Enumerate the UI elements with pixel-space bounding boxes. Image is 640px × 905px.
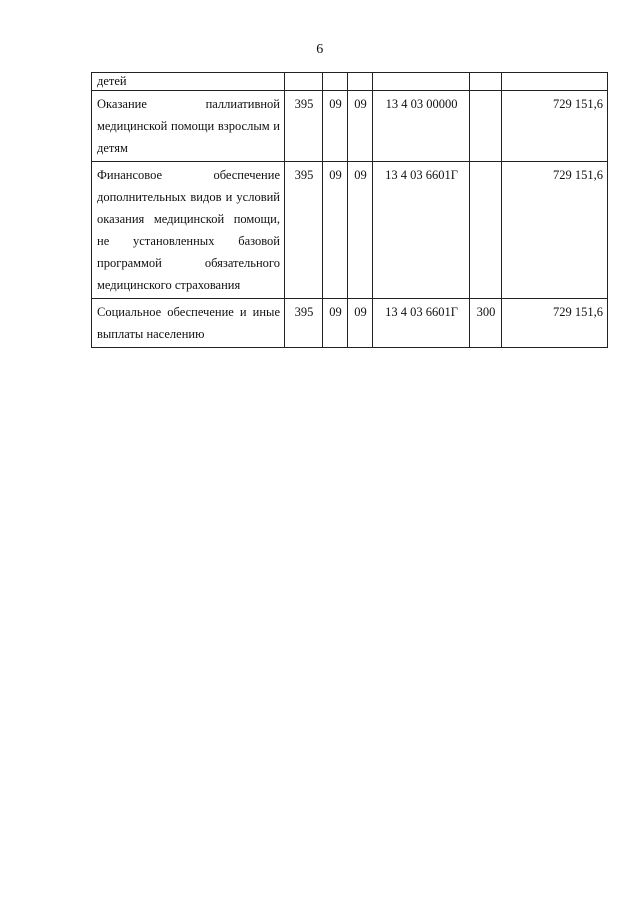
target-code: 13 4 03 6601Г	[373, 162, 470, 299]
admin-code: 395	[285, 91, 323, 162]
subsection-code: 09	[348, 299, 373, 348]
amount: 729 151,6	[502, 162, 608, 299]
expense-type-code	[470, 162, 502, 299]
target-code: 13 4 03 6601Г	[373, 299, 470, 348]
subsection-code	[348, 73, 373, 91]
row-description: детей	[92, 73, 285, 91]
admin-code: 395	[285, 162, 323, 299]
table-row	[92, 162, 608, 299]
section-code: 09	[323, 162, 348, 299]
target-code: 13 4 03 00000	[373, 91, 470, 162]
amount: 729 151,6	[502, 91, 608, 162]
page-number: 6	[316, 42, 324, 57]
subsection-code: 09	[348, 162, 373, 299]
row-description: Оказание паллиативной медицинской помощи взрослым и детям	[92, 91, 285, 162]
amount: 729 151,6	[502, 299, 608, 348]
section-code	[323, 73, 348, 91]
row-description: Социальное обеспечение и иные выплаты населению	[92, 299, 285, 348]
amount	[502, 73, 608, 91]
admin-code: 395	[285, 299, 323, 348]
section-code: 09	[323, 299, 348, 348]
admin-code	[285, 73, 323, 91]
budget-table	[91, 72, 608, 348]
table-row	[92, 73, 608, 91]
table-row	[92, 91, 608, 162]
table-row	[92, 299, 608, 348]
section-code: 09	[323, 91, 348, 162]
expense-type-code	[470, 91, 502, 162]
expense-type-code: 300	[470, 299, 502, 348]
target-code	[373, 73, 470, 91]
row-description: Финансовое обеспечение дополнительных видов и условий оказания медицинской помощи, не установленных базовой программой обязательного медицинского страхования	[92, 162, 285, 299]
subsection-code: 09	[348, 91, 373, 162]
expense-type-code	[470, 73, 502, 91]
